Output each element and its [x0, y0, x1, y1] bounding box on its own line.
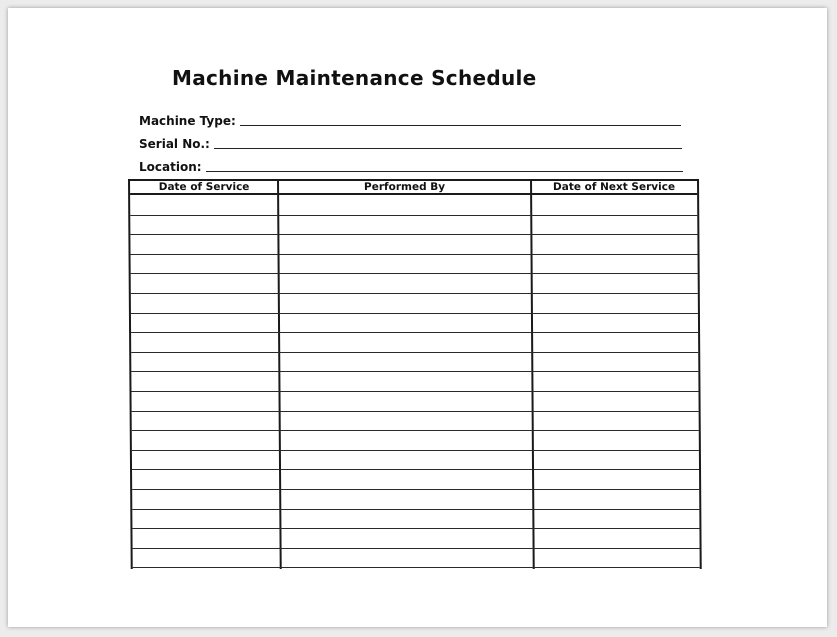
- location-blank[interactable]: [206, 171, 683, 172]
- table-row-line[interactable]: [132, 489, 699, 490]
- table-row-line[interactable]: [133, 548, 700, 549]
- serial-number-field[interactable]: [139, 131, 682, 151]
- machine-type-blank[interactable]: [240, 125, 681, 126]
- table-row-line[interactable]: [133, 567, 700, 568]
- table-row-line[interactable]: [132, 450, 699, 451]
- table-row-line[interactable]: [132, 528, 699, 529]
- table-row-line[interactable]: [132, 509, 699, 510]
- serial-number-label: Serial No.:: [139, 137, 210, 151]
- serial-number-blank[interactable]: [214, 148, 682, 149]
- column-divider: [277, 181, 282, 569]
- table-row-line[interactable]: [132, 430, 699, 431]
- machine-type-label: Machine Type:: [139, 114, 236, 128]
- table-row-line[interactable]: [131, 391, 698, 392]
- table-row-line[interactable]: [130, 215, 697, 216]
- form-sheet: [8, 8, 827, 627]
- machine-type-field[interactable]: [139, 108, 681, 128]
- column-divider: [530, 181, 535, 569]
- table-row-line[interactable]: [131, 293, 698, 294]
- document-frame: [8, 8, 827, 627]
- location-label: Location:: [139, 160, 202, 174]
- maintenance-table: [128, 179, 702, 569]
- table-row-line[interactable]: [131, 313, 698, 314]
- table-row-line[interactable]: [131, 254, 698, 255]
- column-header-date-of-next-service: Date of Next Service: [531, 181, 697, 195]
- table-row-line[interactable]: [131, 273, 698, 274]
- table-row-line[interactable]: [132, 469, 699, 470]
- table-row-line[interactable]: [131, 332, 698, 333]
- column-header-date-of-service: Date of Service: [130, 181, 278, 195]
- location-field[interactable]: [139, 154, 683, 174]
- table-row-line[interactable]: [131, 371, 698, 372]
- column-header-performed-by: Performed By: [278, 181, 531, 195]
- table-row-line[interactable]: [131, 352, 698, 353]
- table-row-line[interactable]: [132, 411, 699, 412]
- form-title: Machine Maintenance Schedule: [172, 66, 537, 90]
- table-row-line[interactable]: [130, 234, 697, 235]
